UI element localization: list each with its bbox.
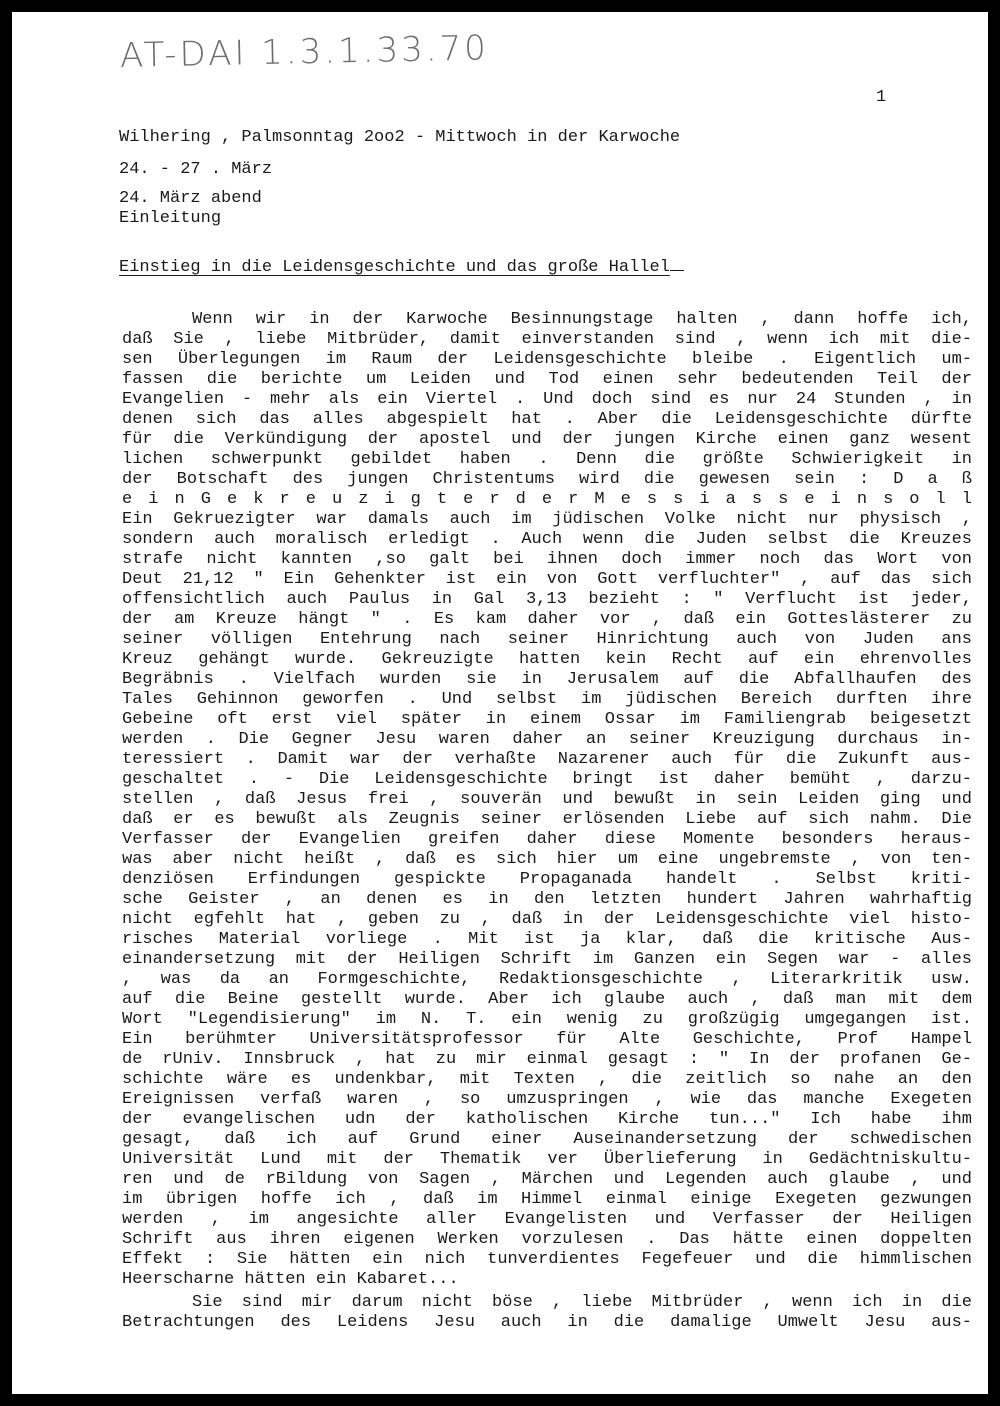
body-line: Ein Gekruezigter war damals auch im jüdischen Volke nicht nur physisch , [122,510,972,529]
body-line: Wort "Legendisierung" im N. T. ein wenig zu großzügig umgegangen ist. [122,1010,972,1029]
body-line: Begräbnis . Vielfach wurden sie in Jerusalem auf die Abfallhaufen des [122,670,972,689]
body-line: ren und de rBildung von Sagen , Märchen und Legenden auch glaube , und [122,1170,972,1189]
body-line: teressiert . Damit war der verhaßte Nazarener auch für die Zukunft aus- [122,750,972,769]
section-heading: Einstieg in die Leidensgeschichte und das große Hallel [119,258,684,277]
body-line: denen sich das alles abgespielt hat . Aber die Leidensgeschichte dürfte [122,410,972,429]
body-line: Gebeine oft erst viel später in einem Ossar im Familiengrab beigesetzt [122,710,972,729]
body-line: nicht egfehlt hat , geben zu , daß in der Leidensgeschichte viel histo- [122,910,972,929]
body-line: Effekt : Sie hätten ein nich tunverdientes Fegefeuer und die himmlischen [122,1250,972,1269]
body-line: Sie sind mir darum nicht böse , liebe Mitbrüder , wenn ich in die [192,1293,972,1312]
body-line: der Botschaft des jungen Christentums wird die gewesen sein : D a ß [122,470,972,489]
body-line: Evangelien - mehr als ein Viertel . Und doch sind es nur 24 Stunden , in [122,390,972,409]
body-line: für die Verkündigung der apostel und der jungen Kirche einen ganz wesent [122,430,972,449]
body-line: Wenn wir in der Karwoche Besinnungstage halten , dann hoffe ich, [192,310,972,329]
body-line: fassen die berichte um Leiden und Tod einen sehr bedeutenden Teil der [122,370,972,389]
body-line: Tales Gehinnon geworfen . Und selbst im jüdischen Bereich durften ihre [122,690,972,709]
body-line: Heerscharne hätten ein Kabaret... [122,1270,459,1289]
body-line: risches Material vorliege . Mit ist ja klar, daß die kritische Aus- [122,930,972,949]
body-line: Kreuz gehängt wurde. Gekreuzigte hatten kein Recht auf ein ehrenvolles [122,650,972,669]
body-line: Deut 21,12 " Ein Gehenkter ist ein von Gott verfluchter" , auf das sich [122,570,972,589]
body-line: auf die Beine gestellt wurde. Aber ich glaube auch , daß man mit dem [122,990,972,1009]
body-line: seiner völligen Entehrung nach seiner Hinrichtung auch von Juden ans [122,630,972,649]
body-line: offensichtlich auch Paulus in Gal 3,13 bezieht : " Verflucht ist jeder, [122,590,972,609]
body-line: denziösen Erfindungen gespickte Propaganada handelt . Selbst kriti- [122,870,972,889]
body-line: de rUniv. Innsbruck , hat zu mir einmal gesagt : " In der profanen Ge- [122,1050,972,1069]
body-line: schichte wäre es undenkbar, mit Texten , die zeitlich so nahe an den [122,1070,972,1089]
body-line: Verfasser der Evangelien greifen daher diese Momente besonders heraus- [122,830,972,849]
body-line: sondern auch moralisch erledigt . Auch wenn die Juden selbst die Kreuzes [122,530,972,549]
body-line: sche Geister , an denen es in den letzten hundert Jahren wahrhaftig [122,890,972,909]
body-line: , was da an Formgeschichte, Redaktionsgeschichte , Literarkritik usw. [122,970,972,989]
body-line: Schrift aus ihren eigenen Werken vorzulesen . Das hätte einen doppelten [122,1230,972,1249]
body-line: strafe nicht kannten ,so galt bei ihnen doch immer noch das Wort von [122,550,972,569]
body-line: einandersetzung mit der Heiligen Schrift im Ganzen ein Segen war - alles [122,950,972,969]
archive-reference-handwritten: AT-DAI 1.3.1.33.70 [119,28,490,76]
body-line: gesagt, daß ich auf Grund einer Auseinandersetzung der schwedischen [122,1130,972,1149]
header-date-range: 24. - 27 . März [119,160,273,179]
body-line: stellen , daß Jesus frei , souverän und bewußt in sein Leiden ging und [122,790,972,809]
body-line: werden , im angesichte aller Evangelisten und Verfasser der Heiligen [122,1210,972,1229]
header-introduction: Einleitung [119,209,222,228]
body-line: Ein berühmter Universitätsprofessor für Alte Geschichte, Prof Hampel [122,1030,972,1049]
header-location-date: Wilhering , Palmsonntag 2oo2 - Mittwoch in der Karwoche [119,128,681,147]
body-line-emphasis: e i n G e k r e u z i g t e r d e r M e s s i a s s e i n s o l l [122,490,972,509]
body-line: daß er es bewußt als Zeugnis seiner erlösenden Liebe auf sich nahm. Die [122,810,972,829]
body-line: Universität Lund mit der Thematik ver Überlieferung in Gedächtniskultu- [122,1150,972,1169]
page-number: 1 [876,88,887,107]
body-line: was aber nicht heißt , daß es sich hier um eine ungebremste , von ten- [122,850,972,869]
document-page [12,12,988,1394]
body-line: lichen schwerpunkt gebildet haben . Denn die größte Schwierigkeit in [122,450,972,469]
body-line: Ereignissen verfaß waren , so umzuspringen , wie das manche Exegeten [122,1090,972,1109]
body-line: werden . Die Gegner Jesu waren daher an seiner Kreuzigung durchaus in- [122,730,972,749]
body-line: der evangelischen udn der katholischen Kirche tun..." Ich habe ihm [122,1110,972,1129]
body-line: der am Kreuze hängt " . Es kam daher vor , daß ein Gotteslästerer zu [122,610,972,629]
body-line: im übrigen hoffe ich , daß im Himmel einmal einige Exegeten gezwungen [122,1190,972,1209]
body-line: geschaltet . - Die Leidensgeschichte bringt ist daher bemüht , darzu- [122,770,972,789]
body-line: sen Überlegungen im Raum der Leidensgeschichte bleibe . Eigentlich um- [122,350,972,369]
body-line: Betrachtungen des Leidens Jesu auch in die damalige Umwelt Jesu aus- [122,1313,972,1332]
body-line: daß Sie , liebe Mitbrüder, damit einverstanden sind , wenn ich mit die- [122,330,972,349]
header-evening: 24. März abend [119,189,262,208]
